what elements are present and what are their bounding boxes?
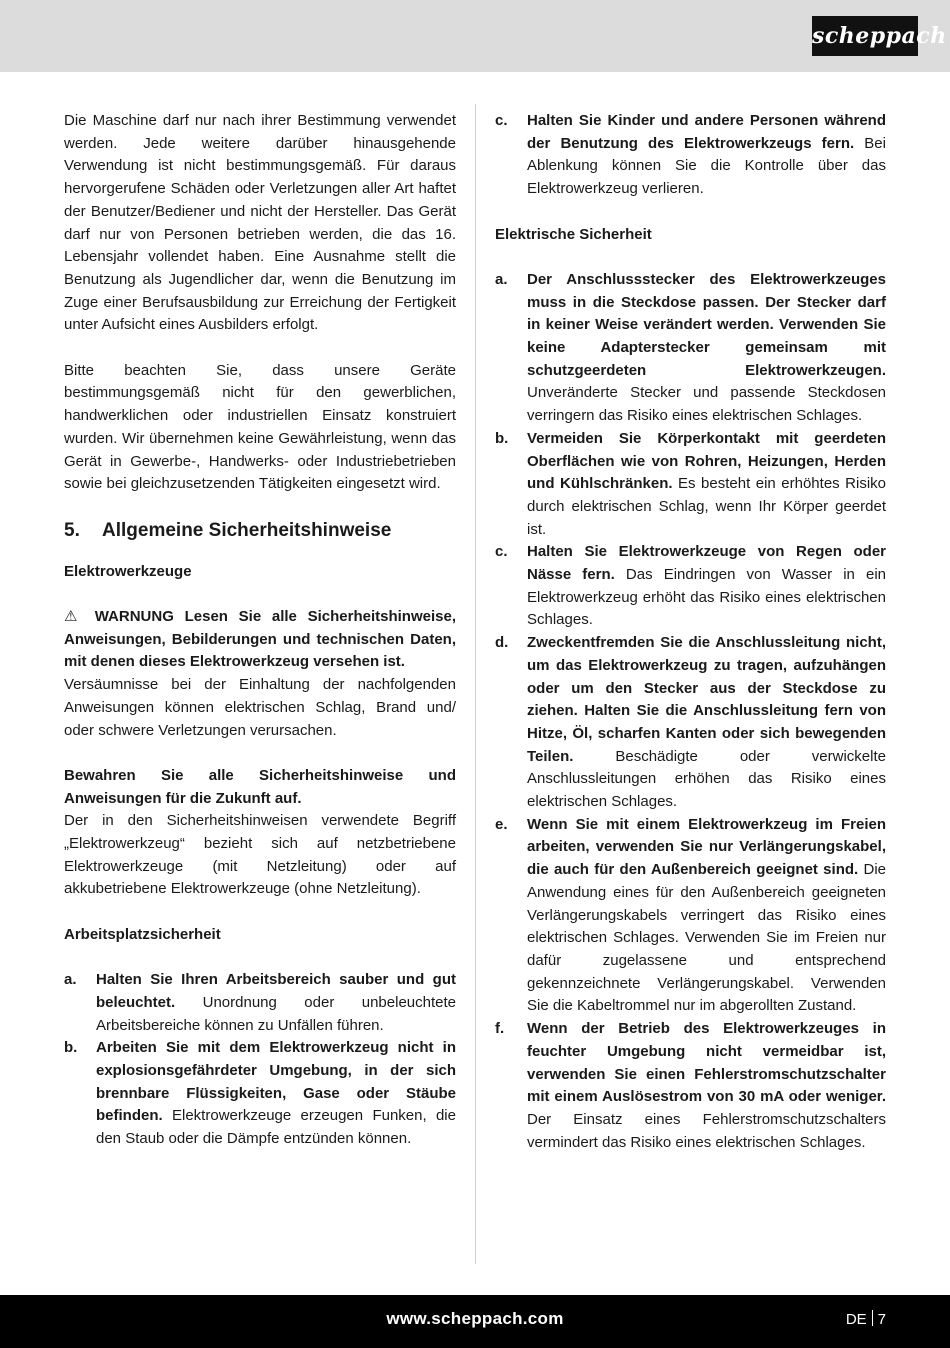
section-number: 5. <box>64 519 80 541</box>
list-item-text <box>527 814 886 1018</box>
intro-paragraph-2: Bitte beachten Sie, dass unsere Geräte bestimmungsgemäß nicht für den gewerblichen, handwerklichen oder industriellen Einsatz konstruiert wurden. Wir übernehmen keine Gewährleistung, wenn das Gerät in Gewerbe-, Handwerks- oder Industriebetrieben sowie bei gleichzusetzenden Tätigkeiten eingesetzt wird. <box>64 361 456 493</box>
list-item <box>495 541 886 632</box>
list-item-bold: Halten Sie Kinder und andere Personen während der Benutzung des Elektrowerkzeugs fern. <box>527 112 886 152</box>
list-item-bold: Arbeiten Sie mit dem Elektrowerkzeug nicht in explosionsgefährdeter Umgebung, in der sich brennbare Flüssigkeiten, Gase oder Stäube befinden. <box>96 1039 456 1125</box>
warning-triangle-icon: ⚠ <box>64 608 84 626</box>
list-item-label: f. <box>495 1020 505 1038</box>
warning-paragraph <box>64 606 456 674</box>
language-code: DE <box>845 1311 867 1328</box>
list-item-text <box>96 1037 456 1151</box>
list-item-bold: Der Anschlussstecker des Elektrowerkzeuges muss in die Steckdose passen. Der Stecker darf in keiner Weise verändert werden. Verwenden Sie keine Adapterstecker gemeinsam mit schutzgeerdeten Elektrowerkzeugen. <box>527 270 886 379</box>
list-item-label: a. <box>495 270 508 288</box>
warning-detail: Versäumnisse bei der Einhaltung der nachfolgenden Anweisungen können elektrischen Schlag, Brand und/ oder schwere Verletzungen verursachen. <box>64 676 456 739</box>
list-item-bold: Wenn Sie mit einem Elektrowerkzeug im Freien arbeiten, verwenden Sie nur Verlängerungskabel, die auch für den Außenbereich geeignet sind. <box>527 815 886 879</box>
subheading-elektrowerkzeuge: Elektrowerkzeuge <box>64 562 192 580</box>
list-item-body: Das Eindringen von Wasser in ein Elektrowerkzeug erhöht das Risiko eines elektrischen Schlages. <box>527 566 886 629</box>
page-indicator <box>846 1310 886 1328</box>
list-item <box>495 632 886 814</box>
list-item-body: Die Anwendung eines für den Außenbereich geeigneten Verlängerungskabels verringert das Risiko eines elektrischen Schlages. Verwenden Sie im Freien nur dafür zugelassene und entsprechend gekennzeichnete Verlängerungskabel. Verwenden Sie die Kabeltrommel nur im abgerollten Zustand. <box>527 861 886 1015</box>
brand-logo: scheppach <box>812 16 918 56</box>
list-item <box>64 1037 456 1151</box>
list-item-text <box>527 1018 886 1154</box>
list-item-bold: Zweckentfremden Sie die Anschlussleitung nicht, um das Elektrowerkzeug zu tragen, aufzuhängen oder um den Stecker aus der Steckdose zu ziehen. Halten Sie die Anschlussleitung fern von Hitze, Öl, scharfen Kanten oder sich bewegenden Teilen. <box>527 634 886 765</box>
list-item-label: e. <box>495 815 508 833</box>
list-item-label: c. <box>495 543 508 561</box>
list-item <box>495 269 886 428</box>
column-divider <box>475 104 476 1264</box>
footer-bar <box>0 1295 950 1348</box>
list-item <box>495 428 886 542</box>
list-item-body: Unordnung oder unbeleuchtete Arbeitsbereiche können zu Unfällen führen. <box>96 993 456 1034</box>
warning-bold-text: WARNUNG Lesen Sie alle Sicherheitshinweise, Anweisungen, Bebilderungen und technischen Daten, mit denen dieses Elektrowerkzeug versehen ist. <box>64 608 457 671</box>
list-item-body: Der Einsatz eines Fehlerstromschutzschalters vermindert das Risiko eines elektrischen Schlages. <box>527 1110 886 1151</box>
list-item <box>495 814 886 1018</box>
list-item-label: b. <box>495 429 509 447</box>
list-item-label: a. <box>64 971 77 989</box>
left-column <box>64 110 456 1151</box>
list-item-text <box>527 541 886 632</box>
list-item-body: Beschädigte oder verwickelte Anschlussleitungen erhöhen das Risiko eines elektrischen Schlages. <box>527 747 886 811</box>
page-separator <box>872 1310 873 1326</box>
list-item <box>64 969 456 1037</box>
header-bar <box>0 0 950 72</box>
subheading-elektrische-sicherheit: Elektrische Sicherheit <box>495 225 652 243</box>
keep-instructions-text: Der in den Sicherheitshinweisen verwendete Begriff „Elektrowerkzeug“ bezieht sich auf netzbetriebene Elektrowerkzeuge (mit Netzleitung) oder auf akkubetriebene Elektrowerkzeuge (ohne Netzleitung). <box>64 812 456 898</box>
list-item <box>495 1018 886 1154</box>
list-item-bold: Vermeiden Sie Körperkontakt mit geerdeten Oberflächen wie von Rohren, Heizungen, Herden und Kühlschränken. <box>527 429 886 493</box>
list-item-text <box>96 969 456 1037</box>
intro-paragraph-1: Die Maschine darf nur nach ihrer Bestimmung verwendet werden. Jede weitere darüber hinausgehende Verwendung ist nicht bestimmungsgemäß. Für daraus hervorgerufene Schäden oder Verletzungen aller Art haftet der Benutzer/Bediener und nicht der Hersteller. Das Gerät darf nur von Personen betrieben werden, die das 16. Lebensjahr vollendet haben. Eine Ausnahme stellt die Benutzung als Jugendlicher dar, wenn die Benutzung im Zuge einer Berufsausbildung zur Erreichung der Fertigkeit unter Aufsicht eines Ausbilders erfolgt. <box>64 112 456 334</box>
list-item-label: c. <box>495 112 508 129</box>
list-item-text <box>527 428 886 542</box>
subheading-arbeitsplatz: Arbeitsplatzsicherheit <box>64 925 221 943</box>
page-number: 7 <box>877 1311 886 1328</box>
section-title: Allgemeine Sicherheitshinweise <box>102 519 392 541</box>
list-item-bold: Halten Sie Ihren Arbeitsbereich sauber und gut beleuchtet. <box>96 971 456 1011</box>
keep-instructions-bold: Bewahren Sie alle Sicherheitshinweise und Anweisungen für die Zukunft auf. <box>64 766 456 807</box>
list-item-label: d. <box>495 634 509 652</box>
list-item-bold: Halten Sie Elektrowerkzeuge von Regen oder Nässe fern. <box>527 543 886 584</box>
list-item-body: Es besteht ein erhöhtes Risiko durch elektrischen Schlag, wenn Ihr Körper geerdet ist. <box>527 475 887 538</box>
list-item <box>495 110 886 201</box>
section-heading <box>64 519 456 543</box>
list-item-label: b. <box>64 1039 78 1057</box>
list-item-text <box>527 269 886 428</box>
list-item-body: Elektrowerkzeuge erzeugen Funken, die den Staub oder die Dämpfe entzünden können. <box>96 1107 456 1148</box>
list-item-body: Bei Ablenkung können Sie die Kontrolle über das Elektrowerkzeug verlieren. <box>527 134 886 198</box>
list-item-text <box>527 632 886 814</box>
list-item-text <box>527 110 886 201</box>
right-column <box>495 110 886 1154</box>
footer-url-link[interactable]: www.scheppach.com <box>386 1309 564 1328</box>
list-item-body: Unveränderte Stecker und passende Steckdosen verringern das Risiko eines elektrischen Schlages. <box>527 384 886 425</box>
list-item-bold: Wenn der Betrieb des Elektrowerkzeuges in feuchter Umgebung nicht vermeidbar ist, verwenden Sie einen Fehlerstromschutzschalter mit einem Auslösestrom von 30 mA oder weniger. <box>527 1020 886 1106</box>
